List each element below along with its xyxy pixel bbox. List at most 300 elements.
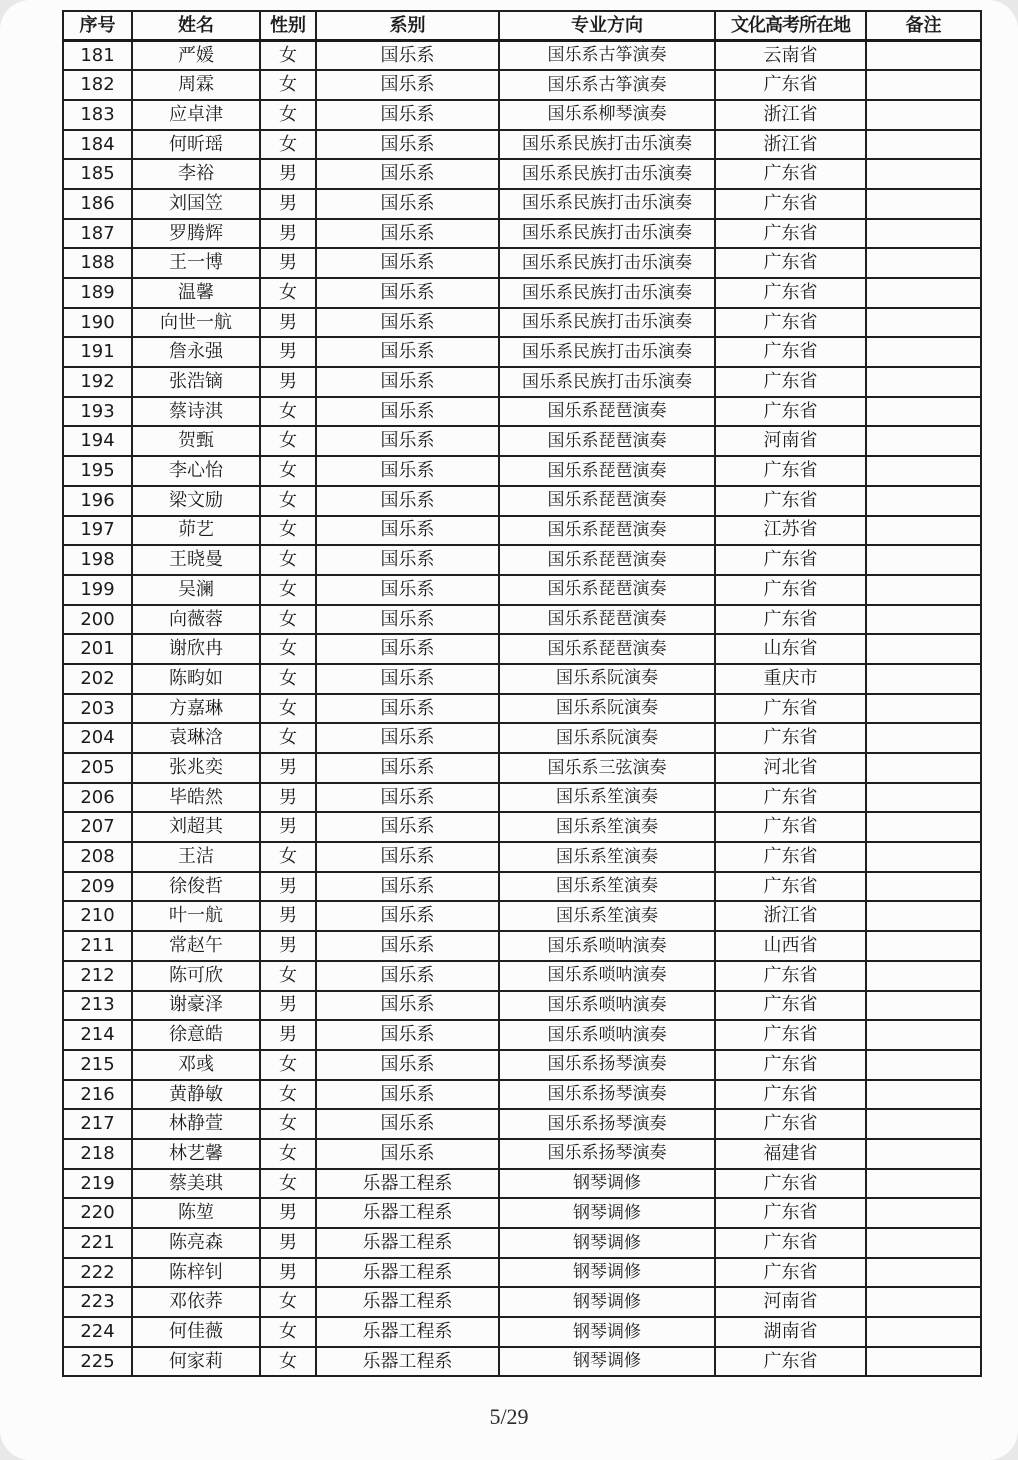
department-cell: 国乐系 (316, 783, 499, 813)
serial-number-cell: 219 (63, 1169, 132, 1199)
remark-cell (866, 961, 981, 991)
serial-number-cell: 184 (63, 130, 132, 160)
major-cell: 国乐系琵琶演奏 (499, 575, 715, 605)
table-row (63, 1258, 981, 1288)
department-cell: 国乐系 (316, 1050, 499, 1080)
serial-number-cell: 195 (63, 456, 132, 486)
exam-location-cell: 福建省 (715, 1139, 866, 1169)
remark-cell (866, 308, 981, 338)
name-cell: 刘国笠 (132, 189, 260, 219)
serial-number-cell: 191 (63, 337, 132, 367)
major-cell: 国乐系古筝演奏 (499, 41, 715, 71)
major-cell: 国乐系琵琶演奏 (499, 397, 715, 427)
name-cell: 何佳薇 (132, 1317, 260, 1347)
major-cell: 国乐系笙演奏 (499, 901, 715, 931)
exam-location-cell: 广东省 (715, 872, 866, 902)
name-cell: 王晓曼 (132, 545, 260, 575)
table-row (63, 100, 981, 130)
gender-cell: 女 (260, 1050, 316, 1080)
exam-location-cell: 广东省 (715, 308, 866, 338)
remark-cell (866, 545, 981, 575)
exam-location-cell: 广东省 (715, 723, 866, 753)
exam-location-cell: 广东省 (715, 248, 866, 278)
department-cell: 国乐系 (316, 575, 499, 605)
department-cell: 国乐系 (316, 1080, 499, 1110)
exam-location-cell: 广东省 (715, 278, 866, 308)
serial-number-cell: 208 (63, 842, 132, 872)
gender-cell: 女 (260, 1347, 316, 1377)
serial-number-cell: 222 (63, 1258, 132, 1288)
name-cell: 张浩镝 (132, 367, 260, 397)
gender-cell: 女 (260, 605, 316, 635)
name-cell: 陈畇如 (132, 664, 260, 694)
name-cell: 王洁 (132, 842, 260, 872)
major-cell: 国乐系三弦演奏 (499, 753, 715, 783)
gender-cell: 男 (260, 248, 316, 278)
table-row (63, 337, 981, 367)
remark-cell (866, 1258, 981, 1288)
name-cell: 陈梓钊 (132, 1258, 260, 1288)
name-cell: 茆艺 (132, 516, 260, 546)
exam-location-cell: 广东省 (715, 486, 866, 516)
serial-number-cell: 202 (63, 664, 132, 694)
department-cell: 国乐系 (316, 961, 499, 991)
major-cell: 国乐系琵琶演奏 (499, 634, 715, 664)
major-cell: 国乐系扬琴演奏 (499, 1080, 715, 1110)
serial-number-cell: 201 (63, 634, 132, 664)
serial-number-cell: 213 (63, 991, 132, 1021)
exam-location-cell: 广东省 (715, 397, 866, 427)
table-row (63, 1109, 981, 1139)
gender-cell: 女 (260, 634, 316, 664)
serial-number-cell: 207 (63, 812, 132, 842)
gender-cell: 女 (260, 545, 316, 575)
major-cell: 国乐系阮演奏 (499, 723, 715, 753)
gender-cell: 男 (260, 1228, 316, 1258)
header-department: 系别 (316, 11, 499, 41)
major-cell: 国乐系笙演奏 (499, 842, 715, 872)
serial-number-cell: 182 (63, 70, 132, 100)
serial-number-cell: 203 (63, 694, 132, 724)
major-cell: 国乐系民族打击乐演奏 (499, 219, 715, 249)
name-cell: 詹永强 (132, 337, 260, 367)
gender-cell: 男 (260, 219, 316, 249)
gender-cell: 女 (260, 1080, 316, 1110)
serial-number-cell: 205 (63, 753, 132, 783)
major-cell: 国乐系民族打击乐演奏 (499, 130, 715, 160)
remark-cell (866, 723, 981, 753)
department-cell: 国乐系 (316, 367, 499, 397)
department-cell: 国乐系 (316, 337, 499, 367)
exam-location-cell: 广东省 (715, 1228, 866, 1258)
serial-number-cell: 204 (63, 723, 132, 753)
remark-cell (866, 456, 981, 486)
gender-cell: 男 (260, 1198, 316, 1228)
remark-cell (866, 694, 981, 724)
gender-cell: 男 (260, 812, 316, 842)
table-row (63, 812, 981, 842)
major-cell: 国乐系民族打击乐演奏 (499, 337, 715, 367)
department-cell: 国乐系 (316, 516, 499, 546)
serial-number-cell: 223 (63, 1287, 132, 1317)
table-row (63, 783, 981, 813)
gender-cell: 男 (260, 1020, 316, 1050)
major-cell: 国乐系琵琶演奏 (499, 545, 715, 575)
gender-cell: 男 (260, 753, 316, 783)
table-row (63, 1139, 981, 1169)
serial-number-cell: 224 (63, 1317, 132, 1347)
major-cell: 国乐系琵琶演奏 (499, 486, 715, 516)
table-row (63, 159, 981, 189)
major-cell: 国乐系民族打击乐演奏 (499, 248, 715, 278)
exam-location-cell: 广东省 (715, 367, 866, 397)
serial-number-cell: 199 (63, 575, 132, 605)
name-cell: 何昕瑶 (132, 130, 260, 160)
remark-cell (866, 753, 981, 783)
serial-number-cell: 198 (63, 545, 132, 575)
table-row (63, 1198, 981, 1228)
page-number: 5/29 (489, 1404, 529, 1429)
department-cell: 国乐系 (316, 248, 499, 278)
name-cell: 梁文励 (132, 486, 260, 516)
serial-number-cell: 225 (63, 1347, 132, 1377)
table-row (63, 664, 981, 694)
name-cell: 温馨 (132, 278, 260, 308)
serial-number-cell: 221 (63, 1228, 132, 1258)
major-cell: 国乐系民族打击乐演奏 (499, 367, 715, 397)
major-cell: 钢琴调修 (499, 1317, 715, 1347)
serial-number-cell: 212 (63, 961, 132, 991)
name-cell: 林静萱 (132, 1109, 260, 1139)
name-cell: 陈可欣 (132, 961, 260, 991)
gender-cell: 女 (260, 100, 316, 130)
major-cell: 国乐系扬琴演奏 (499, 1109, 715, 1139)
exam-location-cell: 广东省 (715, 1258, 866, 1288)
gender-cell: 男 (260, 991, 316, 1021)
table-row (63, 842, 981, 872)
table-row (63, 426, 981, 456)
major-cell: 国乐系柳琴演奏 (499, 100, 715, 130)
gender-cell: 女 (260, 41, 316, 71)
table-row (63, 723, 981, 753)
serial-number-cell: 220 (63, 1198, 132, 1228)
department-cell: 国乐系 (316, 397, 499, 427)
remark-cell (866, 783, 981, 813)
serial-number-cell: 211 (63, 931, 132, 961)
table-row (63, 397, 981, 427)
major-cell: 国乐系琵琶演奏 (499, 605, 715, 635)
name-cell: 邓彧 (132, 1050, 260, 1080)
table-row (63, 605, 981, 635)
name-cell: 向世一航 (132, 308, 260, 338)
department-cell: 国乐系 (316, 1109, 499, 1139)
serial-number-cell: 190 (63, 308, 132, 338)
remark-cell (866, 516, 981, 546)
major-cell: 钢琴调修 (499, 1287, 715, 1317)
department-cell: 乐器工程系 (316, 1347, 499, 1377)
department-cell: 国乐系 (316, 426, 499, 456)
name-cell: 邓依荞 (132, 1287, 260, 1317)
table-row (63, 753, 981, 783)
header-exam-location: 文化高考所在地 (715, 11, 866, 41)
gender-cell: 女 (260, 426, 316, 456)
name-cell: 贺甄 (132, 426, 260, 456)
remark-cell (866, 159, 981, 189)
exam-location-cell: 广东省 (715, 159, 866, 189)
exam-location-cell: 广东省 (715, 783, 866, 813)
serial-number-cell: 200 (63, 605, 132, 635)
major-cell: 国乐系扬琴演奏 (499, 1139, 715, 1169)
serial-number-cell: 194 (63, 426, 132, 456)
major-cell: 国乐系唢呐演奏 (499, 931, 715, 961)
name-cell: 张兆奕 (132, 753, 260, 783)
serial-number-cell: 210 (63, 901, 132, 931)
gender-cell: 女 (260, 575, 316, 605)
table-row (63, 41, 981, 71)
table-row (63, 308, 981, 338)
name-cell: 叶一航 (132, 901, 260, 931)
gender-cell: 女 (260, 1287, 316, 1317)
remark-cell (866, 70, 981, 100)
exam-location-cell: 广东省 (715, 694, 866, 724)
remark-cell (866, 189, 981, 219)
exam-location-cell: 河北省 (715, 753, 866, 783)
name-cell: 谢豪泽 (132, 991, 260, 1021)
major-cell: 国乐系阮演奏 (499, 664, 715, 694)
major-cell: 国乐系扬琴演奏 (499, 1050, 715, 1080)
gender-cell: 男 (260, 1258, 316, 1288)
table-row (63, 1169, 981, 1199)
exam-location-cell: 广东省 (715, 456, 866, 486)
remark-cell (866, 367, 981, 397)
table-row (63, 901, 981, 931)
table-row (63, 1287, 981, 1317)
name-cell: 严媛 (132, 41, 260, 71)
major-cell: 钢琴调修 (499, 1169, 715, 1199)
name-cell: 应卓津 (132, 100, 260, 130)
gender-cell: 女 (260, 70, 316, 100)
serial-number-cell: 188 (63, 248, 132, 278)
name-cell: 陈亮森 (132, 1228, 260, 1258)
table-row (63, 130, 981, 160)
table-row (63, 1050, 981, 1080)
gender-cell: 女 (260, 1317, 316, 1347)
table-row (63, 545, 981, 575)
table-body (63, 41, 981, 1377)
department-cell: 乐器工程系 (316, 1169, 499, 1199)
remark-cell (866, 1198, 981, 1228)
remark-cell (866, 1109, 981, 1139)
remark-cell (866, 664, 981, 694)
header-serial-number: 序号 (63, 11, 132, 41)
exam-location-cell: 浙江省 (715, 100, 866, 130)
remark-cell (866, 130, 981, 160)
table-row (63, 189, 981, 219)
department-cell: 乐器工程系 (316, 1287, 499, 1317)
department-cell: 国乐系 (316, 872, 499, 902)
gender-cell: 男 (260, 337, 316, 367)
department-cell: 国乐系 (316, 456, 499, 486)
name-cell: 周霖 (132, 70, 260, 100)
major-cell: 国乐系古筝演奏 (499, 70, 715, 100)
exam-location-cell: 广东省 (715, 605, 866, 635)
name-cell: 向薇蓉 (132, 605, 260, 635)
table-row (63, 1347, 981, 1377)
name-cell: 刘超其 (132, 812, 260, 842)
remark-cell (866, 901, 981, 931)
major-cell: 国乐系阮演奏 (499, 694, 715, 724)
remark-cell (866, 1228, 981, 1258)
exam-location-cell: 浙江省 (715, 901, 866, 931)
gender-cell: 女 (260, 516, 316, 546)
remark-cell (866, 426, 981, 456)
department-cell: 国乐系 (316, 219, 499, 249)
serial-number-cell: 181 (63, 41, 132, 71)
name-cell: 常赵午 (132, 931, 260, 961)
name-cell: 吴澜 (132, 575, 260, 605)
gender-cell: 男 (260, 159, 316, 189)
department-cell: 国乐系 (316, 753, 499, 783)
remark-cell (866, 1080, 981, 1110)
exam-location-cell: 广东省 (715, 961, 866, 991)
gender-cell: 女 (260, 456, 316, 486)
table-row (63, 486, 981, 516)
department-cell: 国乐系 (316, 189, 499, 219)
table-header (63, 11, 981, 41)
header-remark: 备注 (866, 11, 981, 41)
table-row (63, 634, 981, 664)
exam-location-cell: 广东省 (715, 575, 866, 605)
name-cell: 毕皓然 (132, 783, 260, 813)
remark-cell (866, 248, 981, 278)
exam-location-cell: 广东省 (715, 812, 866, 842)
serial-number-cell: 209 (63, 872, 132, 902)
table-row (63, 575, 981, 605)
serial-number-cell: 187 (63, 219, 132, 249)
exam-location-cell: 浙江省 (715, 130, 866, 160)
major-cell: 国乐系笙演奏 (499, 872, 715, 902)
exam-location-cell: 广东省 (715, 1080, 866, 1110)
remark-cell (866, 575, 981, 605)
remark-cell (866, 991, 981, 1021)
table-row (63, 1317, 981, 1347)
department-cell: 国乐系 (316, 100, 499, 130)
department-cell: 国乐系 (316, 901, 499, 931)
department-cell: 国乐系 (316, 723, 499, 753)
department-cell: 国乐系 (316, 991, 499, 1021)
remark-cell (866, 1317, 981, 1347)
name-cell: 谢欣冉 (132, 634, 260, 664)
serial-number-cell: 206 (63, 783, 132, 813)
exam-location-cell: 广东省 (715, 842, 866, 872)
department-cell: 国乐系 (316, 130, 499, 160)
name-cell: 陈堃 (132, 1198, 260, 1228)
major-cell: 国乐系民族打击乐演奏 (499, 308, 715, 338)
table-row (63, 70, 981, 100)
department-cell: 国乐系 (316, 842, 499, 872)
table-row (63, 278, 981, 308)
name-cell: 罗腾辉 (132, 219, 260, 249)
table-row (63, 931, 981, 961)
department-cell: 乐器工程系 (316, 1228, 499, 1258)
exam-location-cell: 广东省 (715, 991, 866, 1021)
table-row (63, 1080, 981, 1110)
exam-location-cell: 广东省 (715, 1169, 866, 1199)
gender-cell: 女 (260, 842, 316, 872)
department-cell: 国乐系 (316, 41, 499, 71)
remark-cell (866, 1020, 981, 1050)
remark-cell (866, 100, 981, 130)
serial-number-cell: 217 (63, 1109, 132, 1139)
serial-number-cell: 189 (63, 278, 132, 308)
gender-cell: 女 (260, 1139, 316, 1169)
gender-cell: 女 (260, 961, 316, 991)
gender-cell: 男 (260, 901, 316, 931)
major-cell: 国乐系笙演奏 (499, 783, 715, 813)
department-cell: 国乐系 (316, 634, 499, 664)
major-cell: 国乐系民族打击乐演奏 (499, 159, 715, 189)
name-cell: 王一博 (132, 248, 260, 278)
major-cell: 国乐系唢呐演奏 (499, 991, 715, 1021)
serial-number-cell: 192 (63, 367, 132, 397)
remark-cell (866, 842, 981, 872)
department-cell: 国乐系 (316, 70, 499, 100)
major-cell: 国乐系唢呐演奏 (499, 961, 715, 991)
gender-cell: 女 (260, 723, 316, 753)
table-row (63, 219, 981, 249)
department-cell: 乐器工程系 (316, 1317, 499, 1347)
department-cell: 乐器工程系 (316, 1198, 499, 1228)
remark-cell (866, 1347, 981, 1377)
major-cell: 国乐系笙演奏 (499, 812, 715, 842)
remark-cell (866, 337, 981, 367)
exam-location-cell: 广东省 (715, 219, 866, 249)
exam-location-cell: 山西省 (715, 931, 866, 961)
serial-number-cell: 214 (63, 1020, 132, 1050)
major-cell: 国乐系民族打击乐演奏 (499, 189, 715, 219)
serial-number-cell: 193 (63, 397, 132, 427)
name-cell: 李心怡 (132, 456, 260, 486)
gender-cell: 女 (260, 664, 316, 694)
major-cell: 钢琴调修 (499, 1228, 715, 1258)
student-roster-table (62, 10, 982, 1377)
header-gender: 性别 (260, 11, 316, 41)
remark-cell (866, 219, 981, 249)
gender-cell: 女 (260, 486, 316, 516)
serial-number-cell: 185 (63, 159, 132, 189)
table-row (63, 872, 981, 902)
table-row (63, 961, 981, 991)
department-cell: 国乐系 (316, 694, 499, 724)
remark-cell (866, 634, 981, 664)
remark-cell (866, 812, 981, 842)
gender-cell: 男 (260, 931, 316, 961)
exam-location-cell: 广东省 (715, 1109, 866, 1139)
table-row (63, 991, 981, 1021)
name-cell: 方嘉琳 (132, 694, 260, 724)
exam-location-cell: 云南省 (715, 41, 866, 71)
department-cell: 国乐系 (316, 308, 499, 338)
exam-location-cell: 江苏省 (715, 516, 866, 546)
remark-cell (866, 605, 981, 635)
department-cell: 国乐系 (316, 812, 499, 842)
exam-location-cell: 广东省 (715, 1198, 866, 1228)
gender-cell: 男 (260, 367, 316, 397)
serial-number-cell: 216 (63, 1080, 132, 1110)
gender-cell: 女 (260, 694, 316, 724)
remark-cell (866, 872, 981, 902)
exam-location-cell: 河南省 (715, 426, 866, 456)
